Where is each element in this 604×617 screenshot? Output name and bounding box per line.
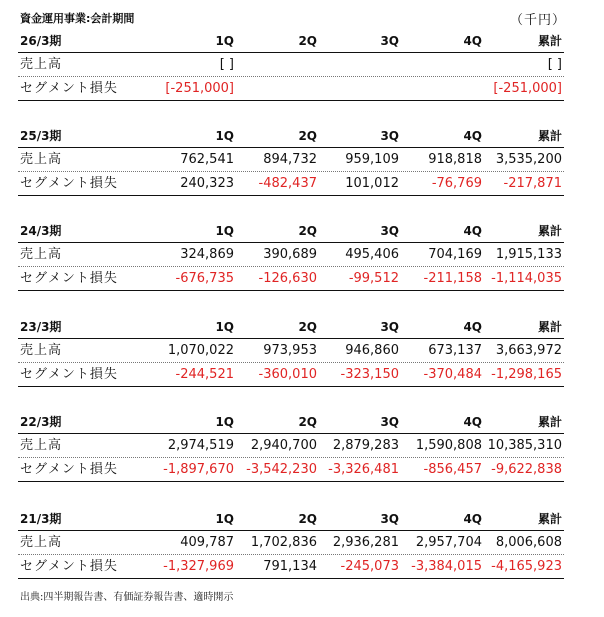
loss-4q: -856,457: [423, 462, 482, 477]
col-header-2q: 2Q: [298, 129, 317, 143]
row-label-segment-loss: セグメント損失: [20, 81, 118, 96]
source-note: 出典:四半期報告書、有価証券報告書、適時開示: [20, 592, 234, 603]
col-header-3q: 3Q: [380, 320, 399, 334]
loss-3q: -245,073: [340, 559, 399, 574]
loss-2q: -360,010: [258, 367, 317, 382]
col-header-2q: 2Q: [298, 320, 317, 334]
loss-1q: -1,327,969: [163, 559, 234, 574]
sales-3q: 2,936,281: [332, 535, 399, 550]
col-header-1q: 1Q: [215, 320, 234, 334]
sales-4q: 1,590,808: [415, 438, 482, 453]
sales-4q: 2,957,704: [415, 535, 482, 550]
sales-4q: 918,818: [428, 152, 482, 167]
loss-4q: -211,158: [423, 271, 482, 286]
sales-row: [18, 148, 564, 172]
col-header-4q: 4Q: [463, 512, 482, 526]
col-header-4q: 4Q: [463, 129, 482, 143]
segment-loss-row: [18, 172, 564, 196]
row-label-segment-loss: セグメント損失: [20, 176, 118, 191]
period-block-21-3: [18, 508, 564, 579]
loss-3q: 101,012: [345, 176, 399, 191]
col-header-total: 累計: [537, 415, 562, 429]
loss-2q: -482,437: [258, 176, 317, 191]
row-label-sales: 売上高: [20, 57, 63, 72]
col-header-2q: 2Q: [298, 415, 317, 429]
loss-3q: -99,512: [348, 271, 399, 286]
row-label-sales: 売上高: [20, 343, 63, 358]
segment-loss-row: [18, 77, 564, 101]
period-label: 22/3期: [20, 415, 62, 429]
period-header-row: [18, 220, 564, 243]
period-block-23-3: [18, 316, 564, 387]
col-header-4q: 4Q: [463, 34, 482, 48]
sales-2q: 1,702,836: [250, 535, 317, 550]
sales-1q: 1,070,022: [167, 343, 234, 358]
period-header-row: [18, 316, 564, 339]
period-label: 23/3期: [20, 320, 62, 334]
period-block-26-3: [18, 30, 564, 101]
loss-2q: 791,134: [263, 559, 317, 574]
sales-total: [ ]: [547, 57, 562, 72]
loss-1q: -1,897,670: [163, 462, 234, 477]
sales-row: [18, 531, 564, 555]
row-label-sales: 売上高: [20, 247, 63, 262]
sales-row: [18, 339, 564, 363]
sales-total: 8,006,608: [495, 535, 562, 550]
col-header-3q: 3Q: [380, 512, 399, 526]
loss-total: [-251,000]: [493, 81, 562, 96]
row-label-sales: 売上高: [20, 535, 63, 550]
col-header-4q: 4Q: [463, 224, 482, 238]
col-header-4q: 4Q: [463, 415, 482, 429]
period-label: 21/3期: [20, 512, 62, 526]
loss-total: -217,871: [503, 176, 562, 191]
unit-label: （千円）: [509, 13, 566, 28]
sales-total: 3,663,972: [495, 343, 562, 358]
col-header-total: 累計: [537, 224, 562, 238]
sales-2q: 390,689: [263, 247, 317, 262]
sales-3q: 495,406: [345, 247, 399, 262]
col-header-1q: 1Q: [215, 129, 234, 143]
loss-1q: 240,323: [180, 176, 234, 191]
loss-1q: [-251,000]: [165, 81, 234, 96]
sales-1q: 324,869: [180, 247, 234, 262]
loss-4q: -76,769: [431, 176, 482, 191]
col-header-1q: 1Q: [215, 224, 234, 238]
col-header-1q: 1Q: [215, 512, 234, 526]
sales-row: [18, 243, 564, 267]
loss-1q: -676,735: [175, 271, 234, 286]
row-label-segment-loss: セグメント損失: [20, 367, 118, 382]
sales-1q: 762,541: [180, 152, 234, 167]
report-title: 資金運用事業:会計期間: [20, 12, 135, 25]
period-block-24-3: [18, 220, 564, 291]
sales-4q: 673,137: [428, 343, 482, 358]
segment-loss-row: [18, 555, 564, 579]
col-header-2q: 2Q: [298, 224, 317, 238]
loss-total: -9,622,838: [491, 462, 562, 477]
sales-row: [18, 53, 564, 77]
sales-1q: 409,787: [180, 535, 234, 550]
loss-3q: -3,326,481: [328, 462, 399, 477]
sales-total: 10,385,310: [487, 438, 562, 453]
period-header-row: [18, 30, 564, 53]
row-label-segment-loss: セグメント損失: [20, 559, 118, 574]
loss-3q: -323,150: [340, 367, 399, 382]
loss-total: -1,298,165: [491, 367, 562, 382]
loss-total: -4,165,923: [491, 559, 562, 574]
sales-1q: [ ]: [219, 57, 234, 72]
row-label-sales: 売上高: [20, 438, 63, 453]
sales-1q: 2,974,519: [167, 438, 234, 453]
sales-row: [18, 434, 564, 458]
loss-1q: -244,521: [175, 367, 234, 382]
sales-total: 3,535,200: [495, 152, 562, 167]
col-header-3q: 3Q: [380, 34, 399, 48]
loss-2q: -126,630: [258, 271, 317, 286]
loss-4q: -3,384,015: [411, 559, 482, 574]
row-label-sales: 売上高: [20, 152, 63, 167]
row-label-segment-loss: セグメント損失: [20, 271, 118, 286]
col-header-1q: 1Q: [215, 34, 234, 48]
sales-2q: 894,732: [263, 152, 317, 167]
col-header-total: 累計: [537, 512, 562, 526]
col-header-total: 累計: [537, 320, 562, 334]
sales-3q: 946,860: [345, 343, 399, 358]
period-block-25-3: [18, 125, 564, 196]
period-header-row: [18, 125, 564, 148]
sales-total: 1,915,133: [495, 247, 562, 262]
period-label: 24/3期: [20, 224, 62, 238]
col-header-3q: 3Q: [380, 224, 399, 238]
sales-3q: 2,879,283: [332, 438, 399, 453]
segment-loss-row: [18, 363, 564, 387]
period-block-22-3: [18, 411, 564, 482]
col-header-3q: 3Q: [380, 415, 399, 429]
period-header-row: [18, 411, 564, 434]
col-header-2q: 2Q: [298, 512, 317, 526]
row-label-segment-loss: セグメント損失: [20, 462, 118, 477]
loss-4q: -370,484: [423, 367, 482, 382]
col-header-3q: 3Q: [380, 129, 399, 143]
col-header-total: 累計: [537, 34, 562, 48]
col-header-2q: 2Q: [298, 34, 317, 48]
sales-2q: 2,940,700: [250, 438, 317, 453]
period-header-row: [18, 508, 564, 531]
sales-3q: 959,109: [345, 152, 399, 167]
loss-2q: -3,542,230: [246, 462, 317, 477]
loss-total: -1,114,035: [491, 271, 562, 286]
segment-loss-row: [18, 458, 564, 482]
sales-2q: 973,953: [263, 343, 317, 358]
period-label: 26/3期: [20, 34, 62, 48]
period-label: 25/3期: [20, 129, 62, 143]
col-header-1q: 1Q: [215, 415, 234, 429]
segment-loss-row: [18, 267, 564, 291]
sales-4q: 704,169: [428, 247, 482, 262]
col-header-total: 累計: [537, 129, 562, 143]
col-header-4q: 4Q: [463, 320, 482, 334]
